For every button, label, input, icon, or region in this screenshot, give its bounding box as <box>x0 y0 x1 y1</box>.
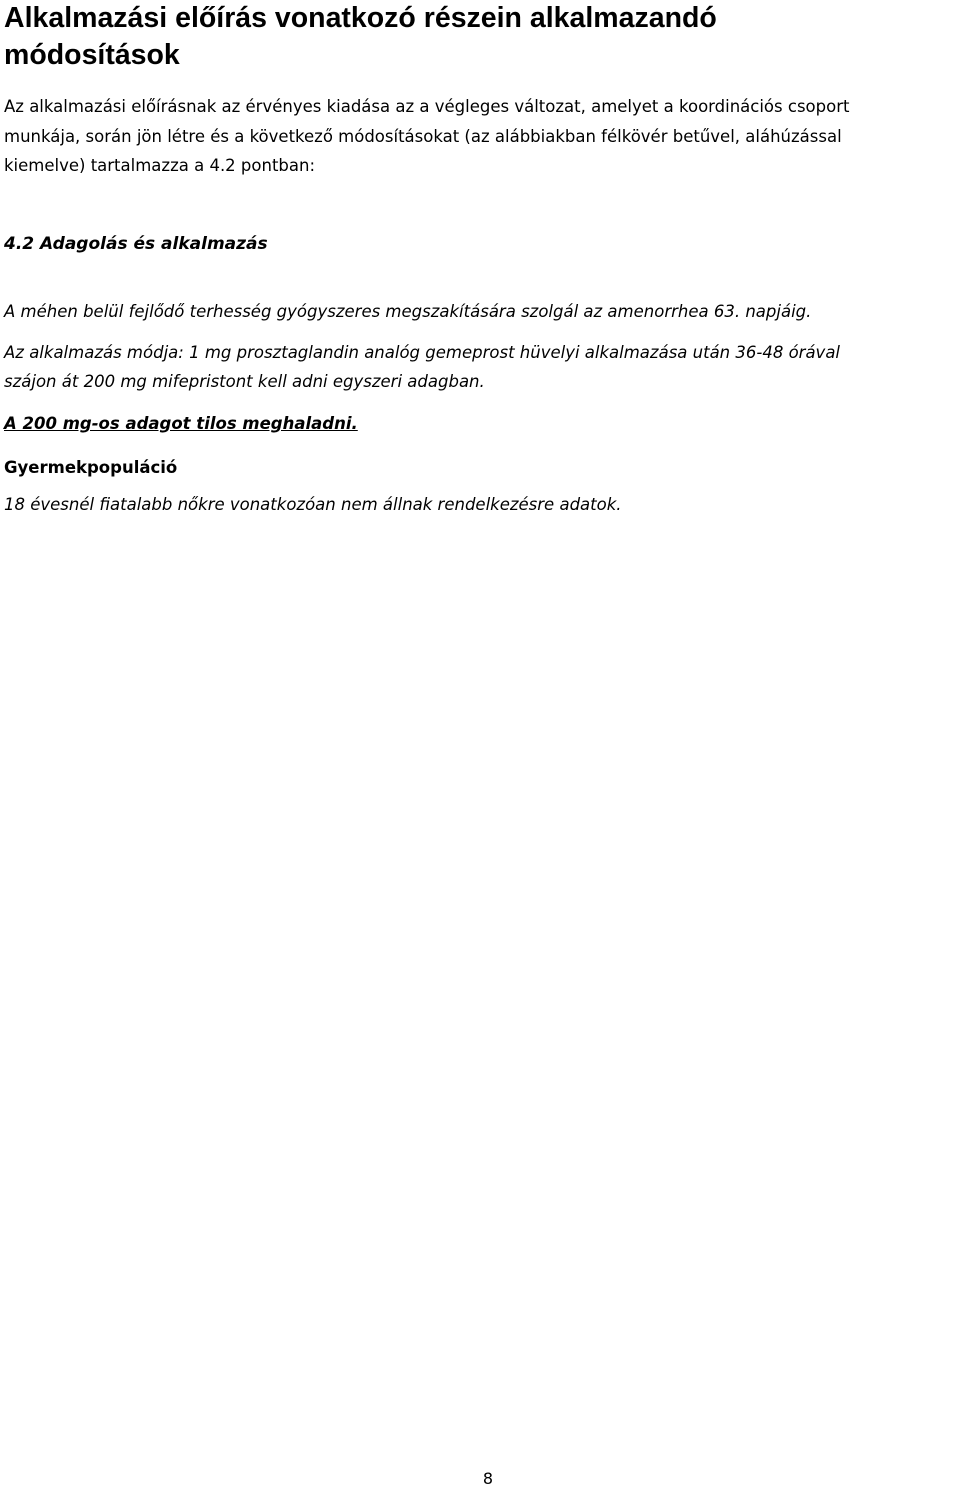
page-title <box>4 0 944 74</box>
page-title-line-2: módosítások <box>4 39 180 71</box>
intro-line-2: munkája, során jön létre és a következő módosításokat (az alábbiakban félkövér betűvel, aláhúzással <box>4 126 842 146</box>
administration-line-1: Az alkalmazás módja: 1 mg prosztaglandin analóg gemeprost hüvelyi alkalmazása után 36-48 órával <box>4 343 841 362</box>
page-title-line-1: Alkalmazási előírás vonatkozó részein alkalmazandó <box>4 2 717 34</box>
pediatric-paragraph: 18 évesnél fiatalabb nőkre vonatkozóan nem állnak rendelkezésre adatok. <box>4 495 622 514</box>
administration-line-2: szájon át 200 mg mifepristont kell adni egyszeri adagban. <box>4 372 485 391</box>
page-number: 8 <box>482 1469 494 1488</box>
pediatric-subheading: Gyermekpopuláció <box>4 458 178 477</box>
indication-paragraph: A méhen belül fejlődő terhesség gyógyszeres megszakítására szolgál az amenorrhea 63. napjáig. <box>4 302 812 321</box>
intro-line-3: kiemelve) tartalmazza a 4.2 pontban: <box>4 156 316 175</box>
intro-paragraph <box>4 92 959 181</box>
section-heading: 4.2 Adagolás és alkalmazás <box>4 234 268 254</box>
intro-line-1: Az alkalmazási előírásnak az érvényes kiadása az a végleges változat, amelyet a koordinációs csoport <box>4 97 850 116</box>
dose-warning: A 200 mg-os adagot tilos meghaladni. <box>4 414 358 433</box>
administration-paragraph <box>4 338 840 396</box>
